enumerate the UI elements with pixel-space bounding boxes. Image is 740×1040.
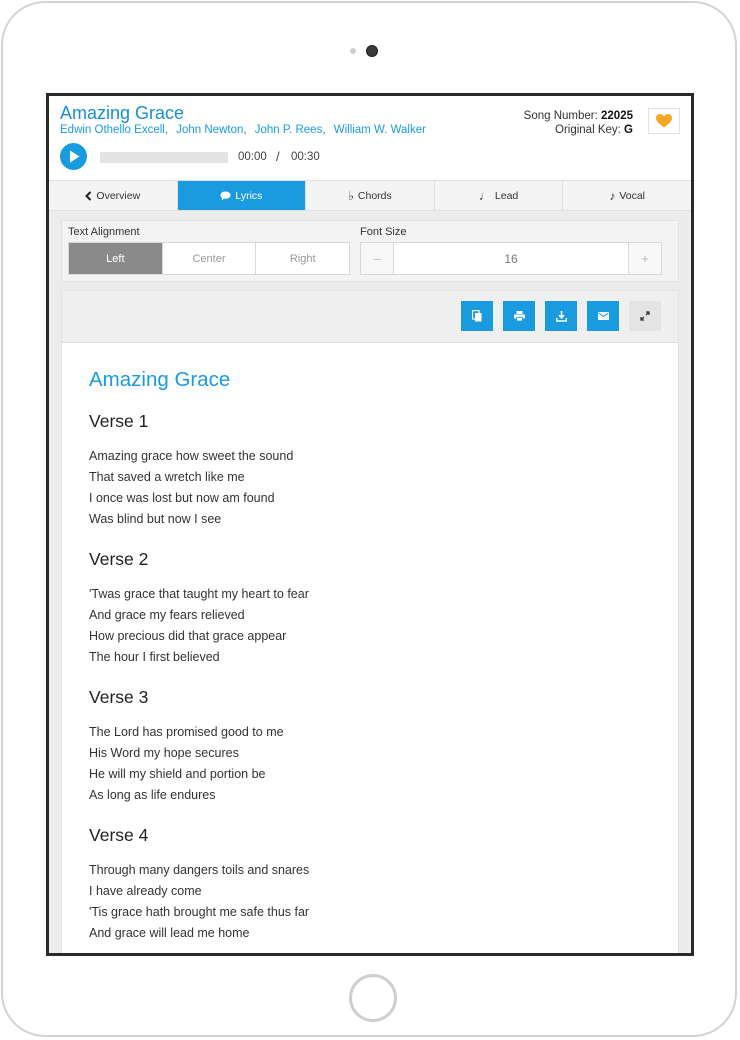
original-key-label: Original Key:	[555, 124, 621, 136]
chevron-left-icon	[85, 191, 92, 201]
verse-lines	[89, 722, 649, 806]
lyrics-title: Amazing Grace	[89, 368, 231, 391]
time-separator: /	[276, 149, 280, 164]
app-screen	[46, 93, 694, 956]
lyric-line: I have already come	[89, 884, 202, 898]
verse-title: Verse 4	[89, 825, 149, 845]
verse-lines	[89, 446, 649, 530]
audio-progress-bar[interactable]	[100, 152, 228, 163]
lyric-line: His Word my hope secures	[89, 746, 239, 760]
fullscreen-icon	[640, 311, 650, 321]
lyrics-toolbar	[62, 291, 678, 343]
song-meta	[524, 109, 633, 137]
lyric-line: How precious did that grace appear	[89, 629, 287, 643]
font-size-stepper	[360, 242, 662, 275]
tab-label: Vocal	[619, 189, 646, 202]
align-left-button[interactable]: Left	[69, 243, 163, 274]
author-link[interactable]: John P. Rees	[254, 124, 323, 136]
email-button[interactable]	[587, 301, 619, 331]
lyric-line: That saved a wretch like me	[89, 470, 245, 484]
tab-label: Lyrics	[235, 189, 263, 202]
copy-button[interactable]	[461, 301, 493, 331]
text-alignment-group	[68, 242, 350, 275]
song-number-label: Song Number:	[523, 110, 598, 122]
lyrics-card	[61, 290, 679, 956]
lyric-line: He will my shield and portion be	[89, 767, 266, 781]
lyric-line: As long as life endures	[89, 788, 216, 802]
lyric-line: And grace my fears relieved	[89, 608, 245, 622]
camera-lens	[366, 45, 378, 57]
flat-icon: ♭	[348, 188, 354, 203]
text-alignment-label: Text Alignment	[68, 226, 140, 238]
author-link[interactable]: William W. Walker	[333, 124, 426, 136]
author-separator: ,	[243, 124, 247, 136]
lyric-line: And grace will lead me home	[89, 926, 250, 940]
lyric-line: The Lord has promised good to me	[89, 725, 284, 739]
play-icon	[68, 150, 80, 163]
email-icon	[598, 312, 609, 320]
author-separator: ,	[322, 124, 326, 136]
verse-title: Verse 3	[89, 687, 149, 707]
eighth-note-icon: ♪	[609, 188, 616, 203]
verse-lines	[89, 860, 649, 944]
lyric-line: I once was lost but now am found	[89, 491, 275, 505]
download-button[interactable]	[545, 301, 577, 331]
lyric-line: 'Tis grace hath brought me safe thus far	[89, 905, 310, 919]
align-center-button[interactable]: Center	[163, 243, 257, 274]
print-button[interactable]	[503, 301, 535, 331]
font-size-increase-button[interactable]: +	[628, 243, 661, 274]
verse-title: Verse 2	[89, 549, 149, 569]
author-link[interactable]: John Newton	[176, 124, 244, 136]
tab-lead[interactable]	[435, 181, 564, 210]
tab-overview[interactable]	[49, 181, 178, 210]
original-key	[524, 123, 633, 137]
verse-title: Verse 1	[89, 411, 149, 431]
tab-bar	[49, 180, 691, 211]
author-link[interactable]: Edwin Othello Excell	[60, 124, 165, 136]
lyric-line: The hour I first believed	[89, 650, 220, 664]
lyric-line: Amazing grace how sweet the sound	[89, 449, 294, 463]
font-size-label: Font Size	[360, 226, 407, 238]
heart-icon	[656, 114, 672, 128]
quarter-note-icon: ♩	[478, 188, 491, 203]
tab-label: Chords	[357, 189, 392, 202]
copy-icon	[472, 310, 482, 322]
total-time: 00:30	[291, 151, 320, 163]
display-settings-panel	[61, 220, 679, 282]
download-icon	[556, 311, 567, 322]
song-number	[524, 109, 633, 123]
lyrics-content	[89, 367, 649, 956]
song-header	[49, 96, 691, 180]
font-size-value[interactable]: 16	[504, 251, 518, 266]
align-right-button[interactable]: Right	[289, 252, 316, 265]
tab-label: Lead	[494, 189, 519, 202]
print-icon	[514, 311, 525, 321]
sensor-dot	[350, 48, 356, 54]
lyric-line: 'Twas grace that taught my heart to fear	[89, 587, 309, 601]
lyric-line: Through many dangers toils and snares	[89, 863, 310, 877]
song-title: Amazing Grace	[60, 103, 185, 123]
author-list	[60, 124, 426, 136]
fullscreen-button[interactable]	[629, 301, 661, 331]
author-separator: ,	[164, 124, 169, 136]
home-button[interactable]	[349, 974, 397, 1022]
song-number-value: 22025	[601, 110, 633, 122]
tab-label: Overview	[96, 189, 141, 202]
verse-lines	[89, 584, 649, 668]
font-size-decrease-button[interactable]: –	[361, 243, 394, 274]
play-button[interactable]	[60, 143, 87, 170]
current-time: 00:00	[238, 151, 267, 163]
tab-chords[interactable]	[306, 181, 435, 210]
favorite-button[interactable]	[648, 108, 680, 134]
speech-bubble-icon	[220, 191, 231, 201]
tab-vocal[interactable]	[563, 181, 691, 210]
original-key-value: G	[624, 124, 633, 136]
lyric-line: Was blind but now I see	[89, 512, 222, 526]
tab-lyrics[interactable]	[178, 181, 307, 210]
